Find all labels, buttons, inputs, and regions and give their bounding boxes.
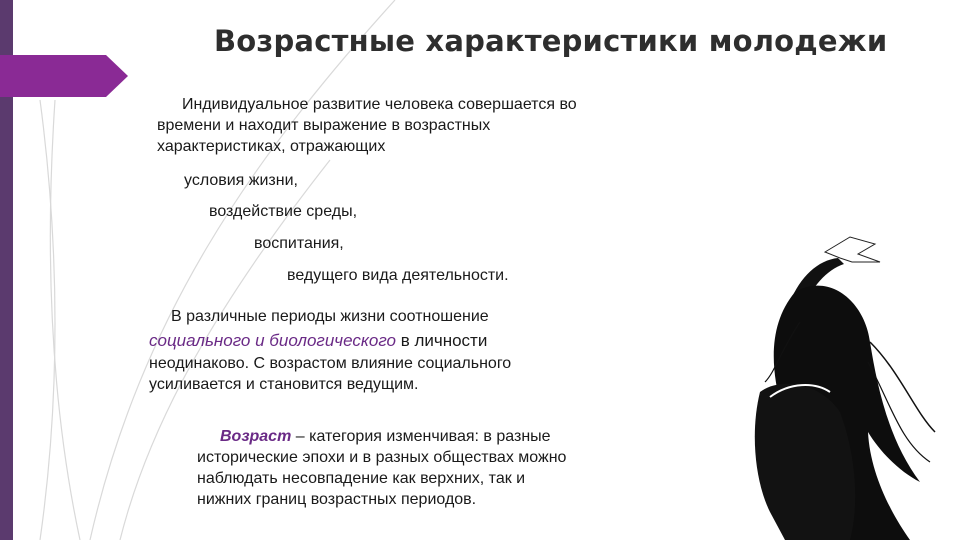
condition-item-4: ведущего вида деятельности. xyxy=(287,267,509,284)
conjunction: и xyxy=(250,331,270,350)
para2-line-1: В различные периоды жизни соотношение xyxy=(171,308,489,325)
condition-item-2: воздействие среды, xyxy=(209,203,358,220)
intro-line-2: времени и находит выражение в возрастных xyxy=(157,117,491,134)
definition-line-3: наблюдать несовпадение как верхних, так и xyxy=(197,470,526,487)
intro-line-3: характеристиках, отражающих xyxy=(157,138,386,155)
sitting-girl-illustration xyxy=(740,232,940,540)
condition-item-3: воспитания, xyxy=(254,235,344,252)
para2-line-4: усиливается и становится ведущим. xyxy=(149,376,419,393)
biological-term: биологического xyxy=(269,331,396,350)
intro-line-1: Индивидуальное развитие человека совершается во xyxy=(182,96,577,113)
age-term: Возраст xyxy=(220,428,292,445)
para2-line-2-rest: в личности xyxy=(395,331,488,350)
definition-line-4: нижних границ возрастных периодов. xyxy=(197,491,477,508)
para2-line-2 xyxy=(149,330,487,351)
definition-line-2: исторические эпохи и в разных обществах можно xyxy=(197,449,567,466)
social-term: социального xyxy=(149,331,251,350)
definition-line-1-rest: – категория изменчивая: в разные xyxy=(291,428,551,445)
title-arrow-tab xyxy=(0,55,128,97)
para2-line-3: неодинаково. С возрастом влияние социального xyxy=(149,355,512,372)
condition-item-1: условия жизни, xyxy=(184,172,298,189)
definition-line-1 xyxy=(220,426,551,447)
page-title: Возрастные характеристики молодежи xyxy=(214,24,888,58)
